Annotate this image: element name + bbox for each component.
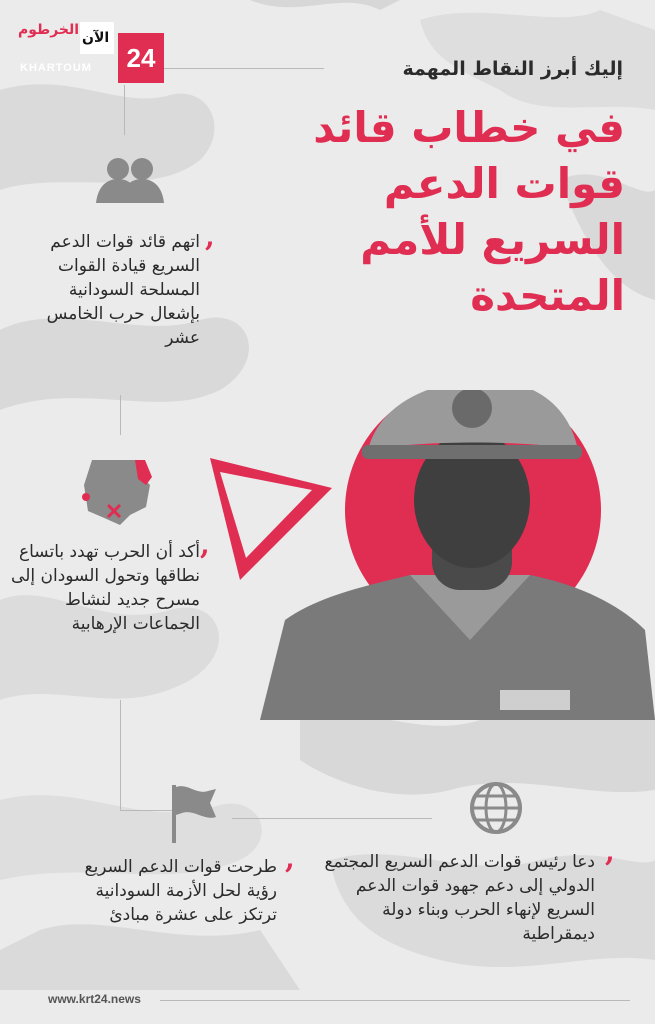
brand-mark: الآن bbox=[82, 30, 110, 46]
connector-line bbox=[120, 810, 175, 811]
quote-mark-icon: , bbox=[605, 835, 615, 868]
connector-line bbox=[120, 700, 121, 810]
quote-mark-icon: , bbox=[285, 842, 295, 875]
quote-mark-icon: , bbox=[205, 220, 215, 253]
sudan-map-icon bbox=[80, 455, 155, 525]
footer-divider bbox=[160, 1000, 630, 1001]
people-icon bbox=[96, 155, 164, 203]
connector-line bbox=[232, 818, 432, 819]
point-2-text: أكد أن الحرب تهدد باتساع نطاقها وتحول السودان إلى مسرح جديد لنشاط الجماعات الإرهابية bbox=[11, 542, 200, 634]
brand-logo-24: 24 bbox=[118, 33, 164, 83]
portrait-photo bbox=[260, 390, 655, 720]
portrait-block bbox=[200, 390, 655, 720]
quote-mark-icon: , bbox=[200, 528, 210, 561]
footer-url[interactable]: www.krt24.news bbox=[48, 992, 141, 1006]
connector-line bbox=[124, 85, 125, 135]
point-3-text: طرحت قوات الدعم السريع رؤية لحل الأزمة السودانية ترتكز على عشرة مبادئ bbox=[84, 857, 277, 925]
brand-name-ar: الخرطوم bbox=[18, 22, 80, 38]
globe-icon bbox=[468, 780, 524, 836]
brand-name-en: KHARTOUM bbox=[20, 62, 92, 74]
point-4-text: دعا رئيس قوات الدعم السريع المجتمع الدولي إلى دعم جهود قوات الدعم السريع لإنهاء الحرب وبناء دولة ديمقراطية bbox=[324, 852, 595, 944]
page-title: في خطاب قائد قوات الدعم السريع للأمم المتحدة bbox=[313, 103, 625, 320]
kicker-text: إليك أبرز النقاط المهمة bbox=[402, 58, 623, 80]
connector-line bbox=[120, 395, 121, 435]
point-1-text: اتهم قائد قوات الدعم السريع قيادة القوات المسلحة السودانية بإشعال حرب الخامس عشر bbox=[46, 232, 200, 348]
flag-icon bbox=[170, 785, 220, 843]
